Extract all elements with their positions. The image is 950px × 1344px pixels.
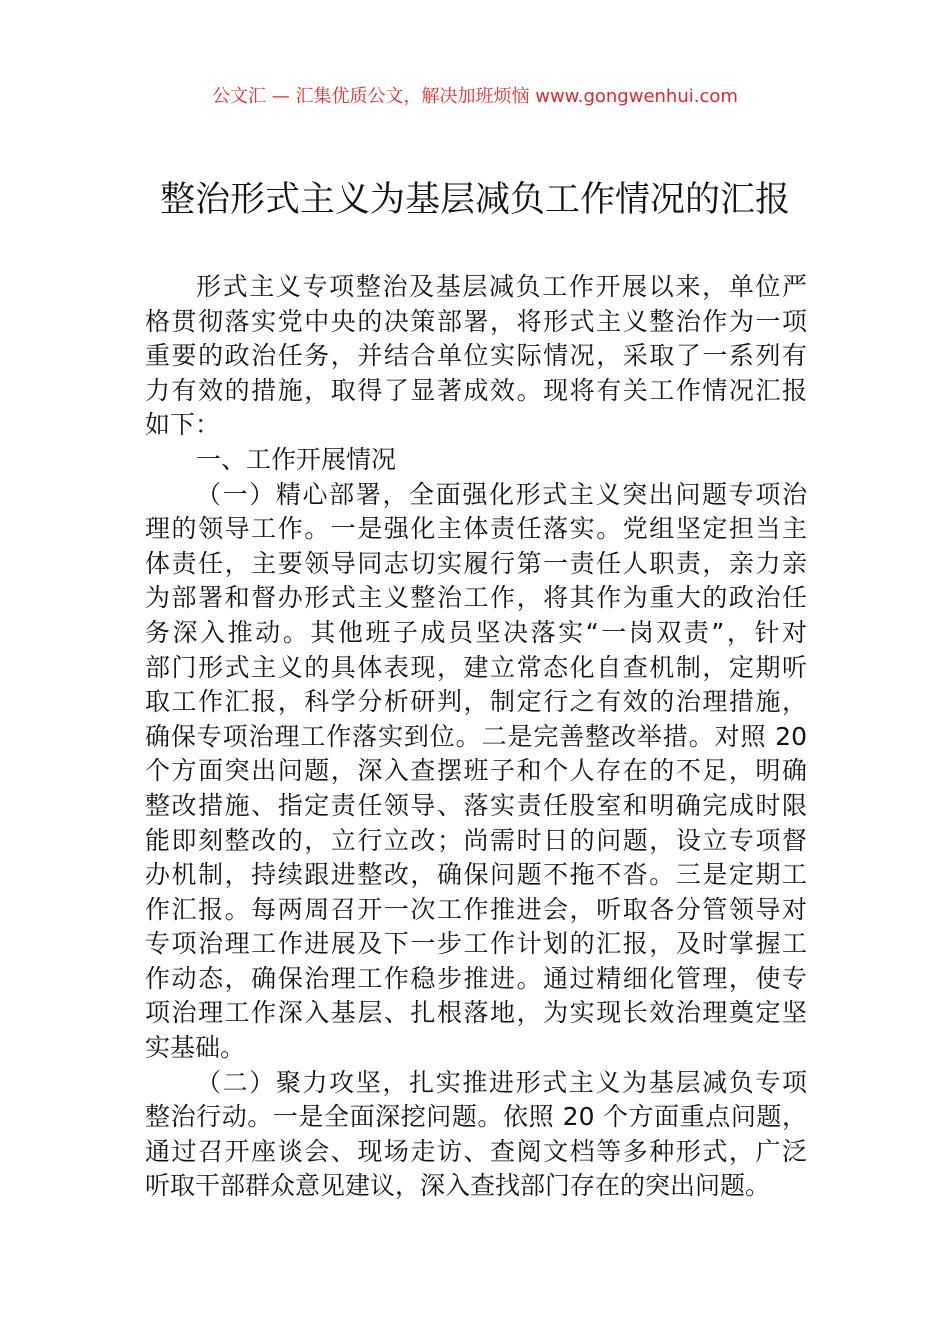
text-line: 整治行动。一是全面深挖问题。依照 20 个方面重点问题， [145, 1102, 807, 1132]
text-line: 作动态，确保治理工作稳步推进。通过精细化管理，使专 [145, 963, 807, 993]
text-line: 能即刻整改的，立行立改；尚需时日的问题，设立专项督 [145, 825, 807, 855]
paragraph [145, 270, 807, 443]
text-line: 项治理工作深入基层、扎根落地，为实现长效治理奠定坚 [145, 998, 807, 1028]
text-line: 一、工作开展情况 [196, 444, 397, 474]
text-line: 理的领导工作。一是强化主体责任落实。党组坚定担当主 [145, 514, 807, 544]
text-line: （二）聚力攻坚，扎实推进形式主义为基层减负专项 [196, 1067, 807, 1097]
text-line: 个方面突出问题，深入查摆班子和个人存在的不足，明确 [145, 756, 807, 786]
text-line: 作汇报。每两周召开一次工作推进会，听取各分管领导对 [145, 894, 807, 924]
text-line: 力有效的措施，取得了显著成效。现将有关工作情况汇报 [145, 375, 807, 405]
text-line: 体责任，主要领导同志切实履行第一责任人职责，亲力亲 [145, 548, 807, 578]
text-line: 如下： [145, 410, 221, 440]
text-line: 确保专项治理工作落实到位。二是完善整改举措。对照 20 [145, 721, 807, 751]
paragraph [145, 478, 807, 1066]
watermark-header: 公文汇 — 汇集优质公文，解决加班烦恼 www.gongwenhui.com [212, 86, 738, 107]
text-line: （一）精心部署，全面强化形式主义突出问题专项治 [196, 479, 807, 509]
document-title: 整治形式主义为基层减负工作情况的汇报 [159, 180, 790, 220]
document-body [145, 270, 807, 1204]
paragraph [145, 1066, 807, 1204]
text-line: 格贯彻落实党中央的决策部署，将形式主义整治作为一项 [145, 306, 807, 336]
text-line: 重要的政治任务，并结合单位实际情况，采取了一系列有 [145, 341, 807, 371]
paragraph [145, 443, 807, 478]
text-line: 取工作汇报，科学分析研判，制定行之有效的治理措施， [145, 687, 807, 717]
text-line: 通过召开座谈会、现场走访、查阅文档等多种形式，广泛 [145, 1136, 807, 1166]
text-line: 实基础。 [145, 1033, 246, 1063]
text-line: 整改措施、指定责任领导、落实责任股室和明确完成时限 [145, 790, 807, 820]
text-line: 部门形式主义的具体表现，建立常态化自查机制，定期听 [145, 652, 807, 682]
text-line: 形式主义专项整治及基层减负工作开展以来，单位严 [196, 272, 807, 301]
text-line: 为部署和督办形式主义整治工作，将其作为重大的政治任 [145, 583, 807, 613]
text-line: 听取干部群众意见建议，深入查找部门存在的突出问题。 [145, 1171, 771, 1201]
text-line: 专项治理工作进展及下一步工作计划的汇报，及时掌握工 [145, 929, 807, 959]
text-line: 务深入推动。其他班子成员坚决落实“一岗双责”，针对 [145, 617, 807, 647]
text-line: 办机制，持续跟进整改，确保问题不拖不沓。三是定期工 [145, 860, 807, 890]
